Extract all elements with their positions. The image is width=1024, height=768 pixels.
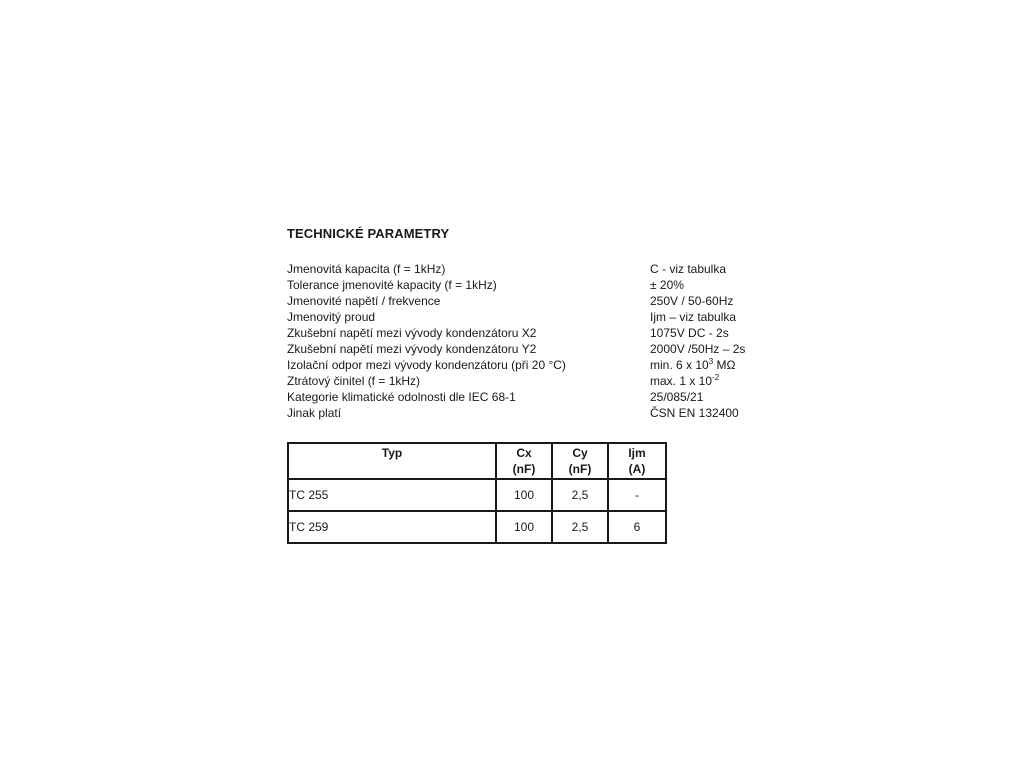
column-header-typ xyxy=(288,443,496,479)
parameter-list xyxy=(287,261,767,421)
header-unit: (nF) xyxy=(512,462,536,476)
param-row-test-voltage-x2 xyxy=(287,325,767,341)
cell-cx: 100 xyxy=(496,511,552,543)
param-name: Jmenovitý proud xyxy=(287,310,376,324)
param-value-exponent: 3 xyxy=(708,357,714,366)
param-name: Zkušební napětí mezi vývody kondenzátoru X2 xyxy=(287,326,537,340)
param-name: Jmenovitá kapacita (f = 1kHz) xyxy=(287,262,446,276)
table-row xyxy=(288,479,666,511)
param-row-dissipation-factor xyxy=(287,373,767,389)
param-row-rated-voltage-frequency xyxy=(287,293,767,309)
param-name: Tolerance jmenovité kapacity (f = 1kHz) xyxy=(287,278,497,292)
param-row-capacitance-tolerance xyxy=(287,277,767,293)
param-value: ± 20% xyxy=(650,278,684,292)
param-row-climatic-category xyxy=(287,389,767,405)
param-value xyxy=(650,357,735,373)
table-row xyxy=(288,511,666,543)
cell-typ: TC 259 xyxy=(288,511,496,543)
param-value: Ijm – viz tabulka xyxy=(650,310,737,324)
cell-ijm: - xyxy=(608,479,666,511)
param-row-rated-capacitance xyxy=(287,261,767,277)
param-name: Jinak platí xyxy=(287,406,342,420)
header-label: Cx xyxy=(516,446,532,460)
page-title: TECHNICKÉ PARAMETRY xyxy=(287,226,450,241)
table-header-row xyxy=(288,443,666,479)
param-value: 1075V DC - 2s xyxy=(650,326,729,340)
param-name: Zkušební napětí mezi vývody kondenzátoru Y2 xyxy=(287,342,537,356)
column-header-cy xyxy=(552,443,608,479)
param-name: Ztrátový činitel (f = 1kHz) xyxy=(287,374,421,388)
type-table xyxy=(287,442,667,544)
cell-cy: 2,5 xyxy=(552,479,608,511)
header-unit: (A) xyxy=(628,462,646,476)
header-unit: (nF) xyxy=(568,462,592,476)
param-value-prefix: min. 6 x 10 xyxy=(650,358,709,372)
param-row-insulation-resistance xyxy=(287,357,767,373)
header-label: Ijm xyxy=(628,446,646,460)
cell-typ: TC 255 xyxy=(288,479,496,511)
param-name: Izolační odpor mezi vývody kondenzátoru (při 20 °C) xyxy=(287,358,566,372)
param-value-exponent: -2 xyxy=(712,373,720,382)
cell-ijm: 6 xyxy=(608,511,666,543)
param-row-rated-current xyxy=(287,309,767,325)
header-label: Typ xyxy=(381,446,403,460)
param-name: Jmenovité napětí / frekvence xyxy=(287,294,441,308)
param-value-prefix: max. 1 x 10 xyxy=(650,374,713,388)
param-value: 25/085/21 xyxy=(650,390,704,404)
column-header-cx xyxy=(496,443,552,479)
param-value: 2000V /50Hz – 2s xyxy=(650,342,746,356)
column-header-ijm xyxy=(608,443,666,479)
param-value: ČSN EN 132400 xyxy=(650,406,739,420)
param-value xyxy=(650,373,719,389)
param-value-suffix: MΩ xyxy=(713,358,736,372)
param-value: C - viz tabulka xyxy=(650,262,727,276)
cell-cx: 100 xyxy=(496,479,552,511)
param-value: 250V / 50-60Hz xyxy=(650,294,734,308)
cell-cy: 2,5 xyxy=(552,511,608,543)
param-row-otherwise-applies xyxy=(287,405,767,421)
param-name: Kategorie klimatické odolnosti dle IEC 68-1 xyxy=(287,390,516,404)
header-label: Cy xyxy=(572,446,588,460)
document xyxy=(287,224,767,534)
param-row-test-voltage-y2 xyxy=(287,341,767,357)
